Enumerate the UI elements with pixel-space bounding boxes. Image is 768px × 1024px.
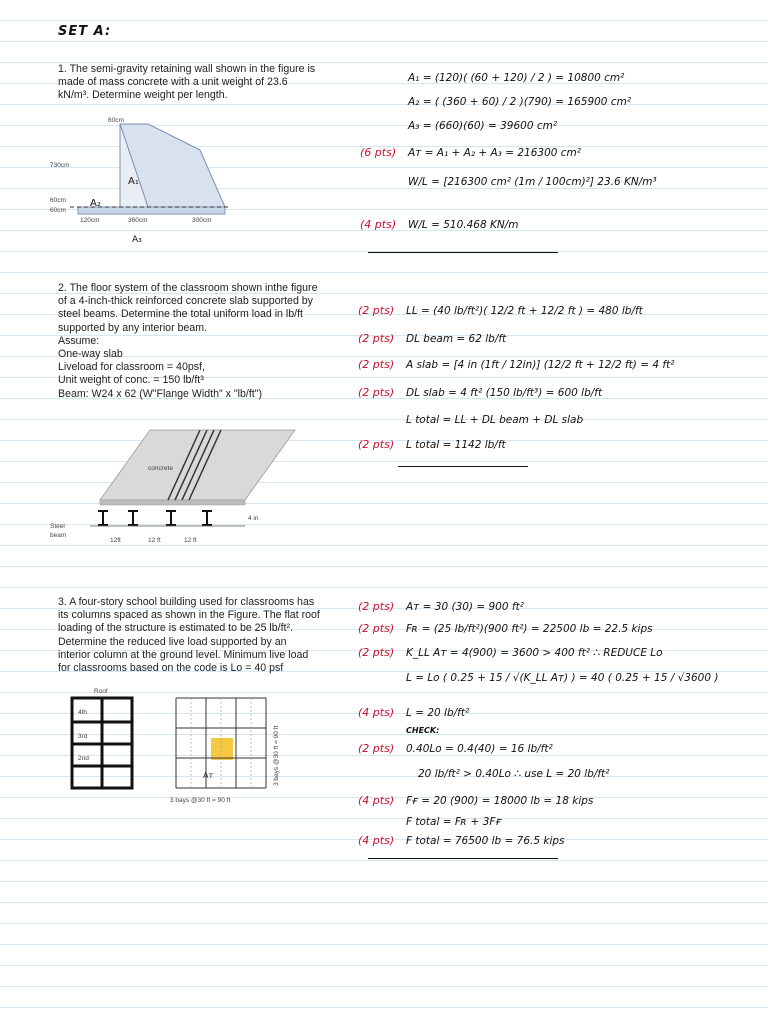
solution-line: [408, 176, 657, 218]
problem-3-line: interior column at the ground level. Minimum live load: [58, 648, 309, 661]
points-label: (4 pts): [358, 834, 395, 847]
problem-2-line: supported by any interior beam.: [58, 321, 207, 334]
solution-line: [358, 600, 718, 622]
label-concrete: concrete: [148, 465, 173, 472]
solution-text: W/L = [216300 cm² (1m / 100cm)²] 23.6 KN/m³: [408, 176, 657, 188]
problem-2-line: Liveload for classroom = 40psf,: [58, 361, 205, 374]
solution-text: DL beam = 62 lb/ft: [406, 333, 507, 345]
problem-2-statement: [58, 282, 317, 401]
points-label: (4 pts): [358, 706, 395, 719]
problem-3-line: its columns spaced as shown in the Figure. The flat roof: [58, 609, 320, 622]
points-label: (4 pts): [358, 794, 395, 807]
points-label: (2 pts): [358, 332, 395, 345]
label-steel: Steel: [50, 523, 65, 530]
solution-line: [358, 706, 718, 726]
solution-line: [358, 622, 718, 646]
problem-3-line: 3. A four-story school building used for classrooms has: [58, 596, 315, 608]
label-base1: 60cm: [50, 197, 66, 204]
building-figure: [66, 684, 296, 806]
problem-1-solution: [360, 72, 657, 238]
points-label: (2 pts): [358, 304, 395, 317]
solution-text: Fʀ = (25 lb/ft²)(900 ft²) = 22500 lb = 22.5 kips: [406, 623, 653, 635]
label-top: 60cm: [108, 117, 124, 124]
solution-line: [358, 358, 674, 386]
solution-line: [406, 726, 718, 742]
solution-line: [358, 742, 718, 768]
answer-underline: [368, 858, 558, 859]
solution-text: A slab = [4 in (1ft / 12in)] (12/2 ft + 12/2 ft) = 4 ft²: [406, 359, 675, 371]
solution-line: [360, 146, 657, 176]
label-floor-3: 3rd: [78, 733, 88, 740]
solution-text: F total = Fʀ + 3Fғ: [406, 816, 502, 828]
label-a2: A₂: [90, 198, 101, 209]
set-title: SET A:: [58, 24, 112, 39]
solution-text: Aᴛ = A₁ + A₂ + A₃ = 216300 cm²: [408, 147, 581, 159]
problem-2-line: of a 4-inch-thick reinforced concrete slab supported by: [58, 295, 313, 308]
problem-2-line: 2. The floor system of the classroom shown inthe figure: [58, 282, 318, 294]
retaining-wall-figure: [50, 112, 230, 247]
label-floor-4: 4th: [78, 709, 88, 716]
label-roof: Roof: [94, 688, 108, 695]
label-a1: A₁: [128, 176, 139, 187]
solution-text: F total = 76500 lb = 76.5 kips: [406, 835, 565, 847]
problem-2-line: steel beams. Determine the total uniform load in lb/ft: [58, 308, 303, 321]
solution-line: [406, 672, 718, 706]
solution-text: DL slab = 4 ft² (150 lb/ft³) = 600 lb/ft: [406, 387, 603, 399]
problem-1-line: kN/m³. Determine weight per length.: [58, 89, 228, 102]
answer-underline: [368, 252, 558, 253]
answer-underline: [398, 466, 528, 467]
solution-line: [358, 438, 674, 458]
solution-text: L total = LL + DL beam + DL slab: [406, 414, 584, 426]
label-bays-horizontal: 3 bays @30 ft = 90 ft: [170, 797, 231, 804]
problem-2-line: Unit weight of conc. = 150 lb/ft³: [58, 374, 204, 387]
points-label: (2 pts): [358, 622, 395, 635]
solution-text: CHECK:: [406, 726, 440, 735]
solution-text: W/L = 510.468 KN/m: [408, 219, 519, 231]
solution-line: [418, 768, 718, 794]
label-w3: 300cm: [192, 217, 212, 224]
problem-3-solution: [358, 600, 718, 854]
solution-text: A₃ = (660)(60) = 39600 cm²: [408, 120, 558, 132]
problem-3-statement: [58, 596, 320, 675]
points-label: (4 pts): [360, 218, 397, 231]
points-label: (2 pts): [358, 386, 395, 399]
problem-2-line: Assume:: [58, 334, 100, 347]
problem-3-line: for classrooms based on the code is Lo = 40 psf: [58, 662, 284, 675]
points-label: (2 pts): [358, 742, 395, 755]
label-thickness: 4 in: [248, 515, 259, 522]
points-label: (2 pts): [358, 600, 395, 613]
label-tributary-area: Aᴛ: [203, 771, 214, 780]
label-span-3: 12 ft: [184, 537, 197, 544]
solution-text: L total = 1142 lb/ft: [406, 439, 506, 451]
problem-1-line: 1. The semi-gravity retaining wall shown in the figure is: [58, 63, 316, 75]
solution-text: K_LL Aᴛ = 4(900) = 3600 > 400 ft² ∴ REDUCE Lo: [406, 647, 663, 659]
points-label: (2 pts): [358, 438, 395, 451]
problem-3-line: loading of the structure is estimated to be 25 lb/ft².: [58, 622, 293, 635]
solution-text: A₂ = ( (360 + 60) / 2 )(790) = 165900 cm²: [408, 96, 632, 108]
solution-text: 0.40Lo = 0.4(40) = 16 lb/ft²: [406, 743, 553, 755]
solution-text: L = Lo ( 0.25 + 15 / √(K_LL Aᴛ) ) = 40 ( 0.25 + 15 / √3600 ): [406, 672, 719, 684]
solution-text: Aᴛ = 30 (30) = 900 ft²: [406, 601, 524, 613]
label-floor-2: 2nd: [78, 755, 89, 762]
solution-line: [408, 96, 657, 120]
solution-line: [406, 414, 674, 438]
label-a3: A₃: [132, 235, 142, 245]
label-w1: 120cm: [80, 217, 100, 224]
label-beam: beam: [50, 532, 67, 539]
solution-line: [358, 386, 674, 414]
label-base2: 60cm: [50, 207, 66, 214]
label-span-2: 12 ft: [148, 537, 161, 544]
problem-2-line: Beam: W24 x 62 (W"Flange Width" x "lb/ft"): [58, 387, 263, 400]
problem-1-statement: [58, 63, 315, 103]
problem-2-solution: [358, 304, 674, 458]
problem-1-line: made of mass concrete with a unit weight of 23.6: [58, 76, 288, 89]
points-label: (6 pts): [360, 146, 397, 159]
solution-text: Fғ = 20 (900) = 18000 lb = 18 kips: [406, 795, 594, 807]
solution-line: [358, 332, 674, 358]
solution-line: [408, 120, 657, 146]
solution-line: [360, 218, 657, 238]
solution-line: [408, 72, 657, 96]
label-w2: 360cm: [128, 217, 148, 224]
label-bays-vertical: 3 bays @30 ft = 90 ft: [273, 725, 280, 786]
label-span-1: 12ft: [110, 537, 121, 544]
solution-line: [358, 794, 718, 816]
solution-line: [358, 646, 718, 672]
solution-text: A₁ = (120)( (60 + 120) / 2 ) = 10800 cm²: [408, 72, 625, 84]
solution-text: 20 lb/ft² > 0.40Lo ∴ use L = 20 lb/ft²: [418, 768, 610, 780]
solution-text: LL = (40 lb/ft²)( 12/2 ft + 12/2 ft ) = 480 lb/ft: [406, 305, 643, 317]
solution-line: [358, 304, 674, 332]
problem-3-line: Determine the reduced live load supported by an: [58, 635, 287, 648]
floor-system-figure: [50, 425, 300, 550]
problem-2-line: One-way slab: [58, 348, 123, 361]
solution-line: [358, 834, 718, 854]
points-label: (2 pts): [358, 358, 395, 371]
label-height: 730cm: [50, 162, 70, 169]
solution-line: [406, 816, 718, 834]
solution-text: L = 20 lb/ft²: [406, 707, 470, 719]
points-label: (2 pts): [358, 646, 395, 659]
